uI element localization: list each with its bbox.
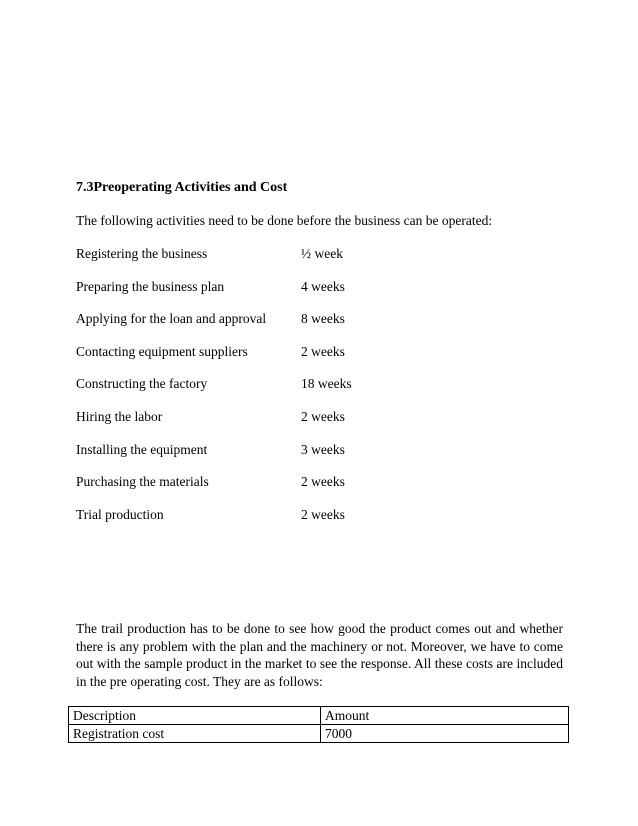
body-paragraph: The trail production has to be done to see how good the product comes out and whether there is any problem with the plan and the machinery or not. Moreover, we have to come out with the sample product in the market to see the response. All these costs are included in the pre operating cost. They are as follows: bbox=[76, 621, 563, 689]
activity-duration: 2 weeks bbox=[301, 506, 345, 522]
activity-name: Purchasing the materials bbox=[76, 474, 209, 490]
activity-name: Applying for the loan and approval bbox=[76, 311, 267, 327]
activity-list bbox=[76, 246, 476, 539]
table-header-row bbox=[69, 707, 569, 725]
activity-name: Registering the business bbox=[76, 246, 208, 261]
activity-duration: ½ week bbox=[301, 246, 343, 261]
intro-text: The following activities need to be done before the business can be operated: bbox=[76, 213, 493, 228]
activity-duration: 2 weeks bbox=[301, 408, 345, 424]
activity-row bbox=[76, 344, 476, 377]
table-row bbox=[69, 725, 569, 743]
cost-table bbox=[68, 706, 569, 743]
activity-name: Installing the equipment bbox=[76, 441, 208, 457]
activity-row bbox=[76, 376, 476, 409]
activity-name: Constructing the factory bbox=[76, 376, 208, 392]
activity-row bbox=[76, 442, 476, 475]
activity-row bbox=[76, 311, 476, 344]
activity-name: Trial production bbox=[76, 506, 164, 522]
activity-row bbox=[76, 246, 476, 279]
activity-row bbox=[76, 474, 476, 507]
table-header-amount: Amount bbox=[321, 707, 569, 725]
table-cell-amount: 7000 bbox=[321, 725, 569, 743]
activity-duration: 3 weeks bbox=[301, 441, 345, 457]
activity-name: Contacting equipment suppliers bbox=[76, 343, 248, 359]
activity-row bbox=[76, 507, 476, 540]
activity-row bbox=[76, 409, 476, 442]
activity-row bbox=[76, 279, 476, 312]
activity-name: Preparing the business plan bbox=[76, 278, 225, 294]
activity-duration: 18 weeks bbox=[301, 376, 352, 392]
table-cell-description: Registration cost bbox=[69, 725, 321, 743]
table-header-description: Description bbox=[69, 707, 321, 725]
section-heading: 7.3Preoperating Activities and Cost bbox=[76, 180, 288, 195]
activity-duration: 2 weeks bbox=[301, 474, 345, 490]
activity-duration: 2 weeks bbox=[301, 343, 345, 359]
activity-duration: 8 weeks bbox=[301, 311, 345, 327]
activity-duration: 4 weeks bbox=[301, 278, 345, 294]
activity-name: Hiring the labor bbox=[76, 408, 163, 424]
